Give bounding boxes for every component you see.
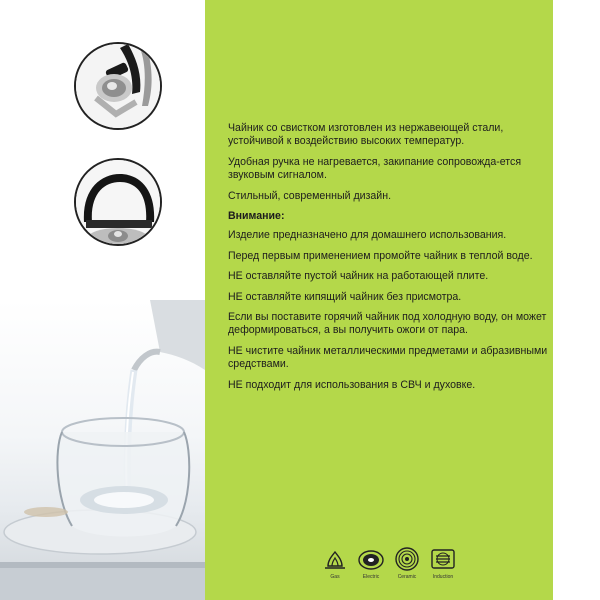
electric-label: Electric <box>362 574 380 580</box>
whistle-spout-illustration <box>76 44 160 128</box>
induction-stove-icon <box>428 546 458 580</box>
induction-label: Induction <box>432 574 454 580</box>
intro-paragraph: Чайник со свистком изготовлен из нержавеющей стали, устойчивой к воздействию высоких температур. <box>228 122 504 148</box>
kettle-whistle-detail-image <box>74 42 162 130</box>
stove-compatibility-icons <box>320 546 460 586</box>
pouring-water-glass-photo <box>0 300 205 600</box>
gas-label: Gas <box>330 574 340 580</box>
kettle-handle-detail-image <box>74 158 162 246</box>
description-text <box>228 122 558 399</box>
warning-item: НЕ оставляйте пустой чайник на работающей плите. <box>228 270 489 283</box>
warning-item: НЕ оставляйте кипящий чайник без присмотра. <box>228 290 462 303</box>
electric-stove-icon <box>356 546 386 580</box>
warning-item: Перед первым применением промойте чайник в теплой воде. <box>228 249 533 262</box>
warning-item: Если вы поставите горячий чайник под холодную воду, он может деформироваться, а вы получить ожоги от пара. <box>228 311 547 337</box>
warning-item: НЕ чистите чайник металлическими предметами и абразивными средствами. <box>228 344 548 371</box>
handle-illustration <box>76 160 160 244</box>
warning-item: НЕ подходит для использования в СВЧ и духовке. <box>228 378 476 391</box>
gas-stove-icon <box>320 546 350 580</box>
glass-cup-illustration <box>0 300 205 600</box>
handle-paragraph: Удобная ручка не нагревается, закипание сопровожда-ется звуковым сигналом. <box>228 155 522 182</box>
design-paragraph: Стильный, современный дизайн. <box>228 189 392 202</box>
warning-item: Изделие предназначено для домашнего использования. <box>228 229 507 242</box>
ceramic-label: Ceramic <box>397 574 417 580</box>
ceramic-stove-icon <box>392 546 422 580</box>
left-column <box>0 0 205 600</box>
warning-heading: Внимание: <box>228 210 285 223</box>
